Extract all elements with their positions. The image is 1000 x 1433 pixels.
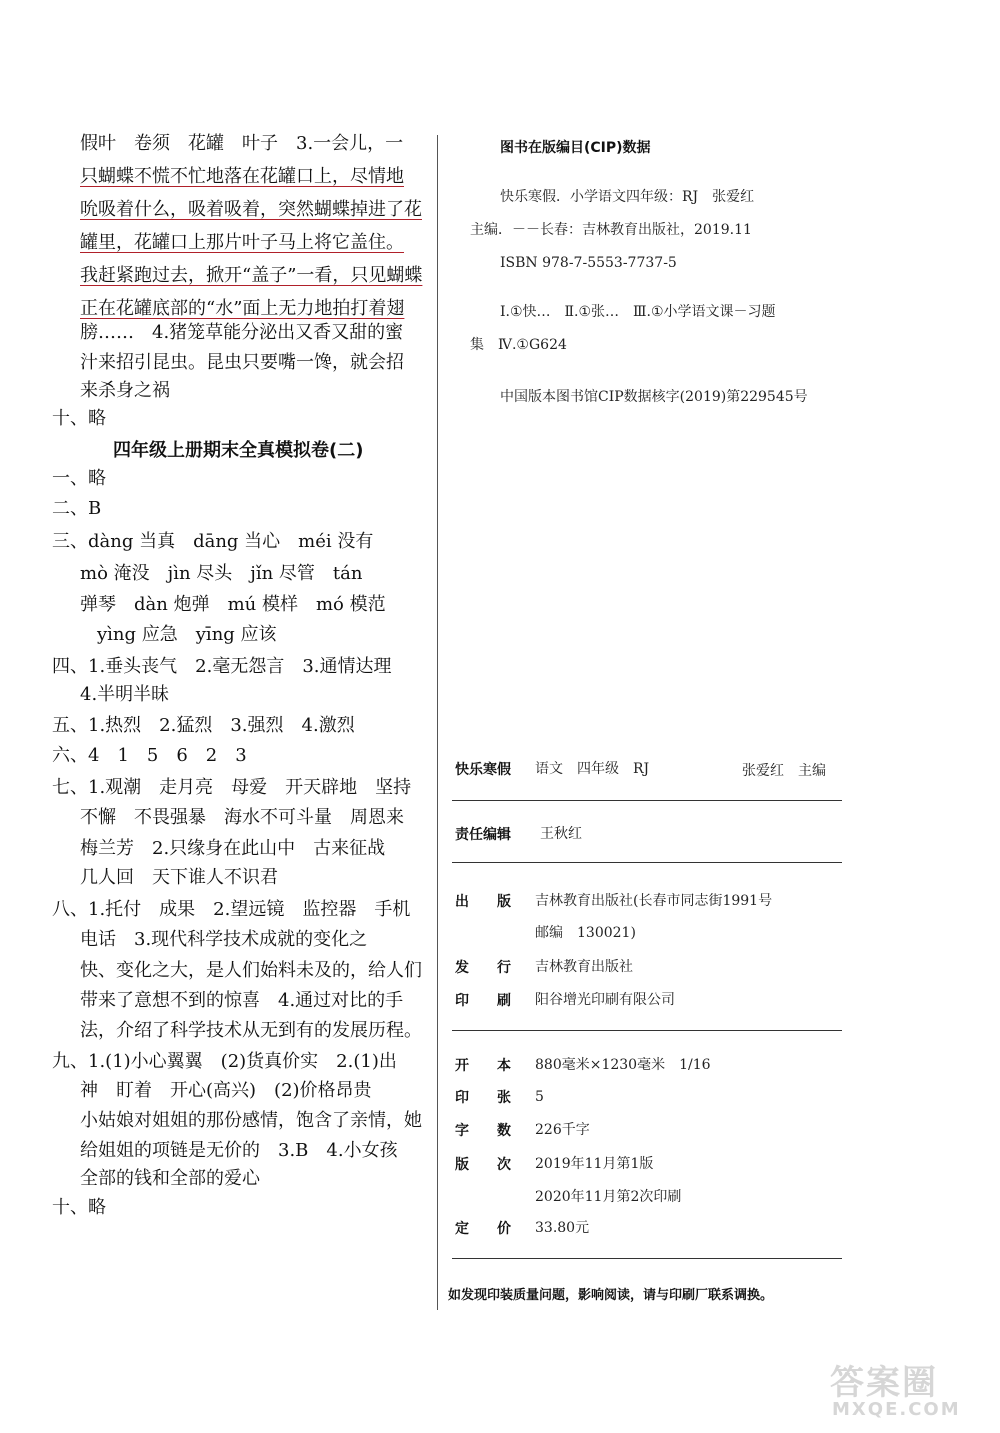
- edition-value-2: 2020年11月第2次印刷: [535, 1189, 682, 1205]
- question-9-line: 神 盯着 开心(高兴) (2)价格昂贵: [80, 1080, 372, 1101]
- format-label: 开 本: [455, 1058, 511, 1074]
- print-value: 阳谷增光印刷有限公司: [535, 992, 675, 1008]
- words-label: 字 数: [455, 1123, 511, 1139]
- cip-number: 中国版本图书馆CIP数据核字(2019)第229545号: [500, 389, 808, 405]
- answer-line: 假叶 卷须 花罐 叶子 3.一会儿，一: [80, 133, 404, 154]
- divider-line: [452, 1258, 842, 1259]
- publish-value-2: 邮编 130021): [535, 925, 636, 941]
- edition-value: 2019年11月第1版: [535, 1156, 654, 1172]
- question-8-line: 快、变化之大，是人们始料未及的，给人们: [80, 960, 422, 981]
- divider-line: [452, 862, 842, 863]
- question-5: 五、1.热烈 2.猛烈 3.强烈 4.激烈: [52, 715, 355, 736]
- watermark: [820, 1355, 990, 1425]
- book-subject: 语文 四年级 RJ: [535, 761, 650, 777]
- question-4-line: 4.半明半昧: [80, 684, 170, 705]
- question-3-line: 弹琴 dàn 炮弹 mú 模样 mó 模范: [80, 594, 386, 615]
- price-label: 定 价: [455, 1221, 511, 1237]
- question-8-line: 带来了意想不到的惊喜 4.通过对比的手: [80, 990, 404, 1011]
- quality-notice: 如发现印装质量问题，影响阅读，请与印刷厂联系调换。: [448, 1288, 774, 1303]
- cip-class-line: 集 Ⅳ.①G624: [470, 337, 567, 353]
- publish-label: 出 版: [455, 894, 511, 910]
- answer-line: 来杀身之祸: [80, 380, 170, 401]
- question-6: 六、4 1 5 6 2 3: [52, 745, 247, 766]
- divider-line: [452, 1030, 842, 1031]
- sheets-value: 5: [535, 1089, 544, 1105]
- question-9-line: 小姑娘对姐姐的那份感情，饱含了亲情，她: [80, 1110, 422, 1131]
- question-8-line: 电话 3.现代科学技术成就的变化之: [80, 929, 368, 950]
- question-3-line: yìng 应急 yīng 应该: [97, 624, 277, 645]
- edition-label: 版 次: [455, 1157, 511, 1173]
- watermark-title: 答案圈: [830, 1363, 938, 1403]
- answer-line: 膀…… 4.猪笼草能分泌出又香又甜的蜜: [80, 322, 404, 343]
- responsible-editor-label: 责任编辑: [455, 827, 511, 843]
- cip-title: 图书在版编目(CIP)数据: [500, 140, 651, 156]
- question-8-line: 法，介绍了科学技术从无到有的发展历程。: [80, 1020, 422, 1041]
- question-10: 十、略: [52, 408, 106, 429]
- section-title: 四年级上册期末全真模拟卷(二): [113, 440, 364, 461]
- answer-line: 正在花罐底部的“水”面上无力地拍打着翅: [80, 298, 405, 319]
- question-7-line: 梅兰芳 2.只缘身在此山中 古来征战: [80, 838, 386, 859]
- sheets-label: 印 张: [455, 1090, 511, 1106]
- question-9-line: 全部的钱和全部的爱心: [80, 1168, 260, 1189]
- question-7-line: 七、1.观潮 走月亮 母爱 开天辟地 坚持: [52, 777, 412, 798]
- question-3-line: 三、dàng 当真 dāng 当心 méi 没有: [52, 531, 374, 552]
- cip-line: ISBN 978-7-5553-7737-5: [500, 255, 677, 271]
- distribute-label: 发 行: [455, 960, 511, 976]
- answer-line: 我赶紧跑过去，掀开“盖子”一看，只见蝴蝶: [80, 265, 423, 286]
- question-8-line: 八、1.托付 成果 2.望远镜 监控器 手机: [52, 899, 411, 920]
- question-9-line: 九、1.(1)小心翼翼 (2)货真价实 2.(1)出: [52, 1051, 397, 1072]
- responsible-editor: 王秋红: [540, 826, 582, 842]
- format-value: 880毫米×1230毫米 1/16: [535, 1057, 711, 1073]
- cip-line: 主编．－－长春：吉林教育出版社，2019.11: [470, 222, 752, 238]
- question-9-line: 给姐姐的项链是无价的 3.B 4.小女孩: [80, 1140, 398, 1161]
- words-value: 226千字: [535, 1122, 590, 1138]
- watermark-url: MXQE.COM: [832, 1399, 961, 1420]
- question-10: 十、略: [52, 1197, 106, 1218]
- question-7-line: 不懈 不畏强暴 海水不可斗量 周恩来: [80, 807, 404, 828]
- answer-line: 吮吸着什么，吸着吸着，突然蝴蝶掉进了花: [80, 199, 422, 220]
- distribute-value: 吉林教育出版社: [535, 959, 633, 975]
- print-label: 印 刷: [455, 993, 511, 1009]
- book-editor-in-chief: 张爱红 主编: [742, 763, 826, 779]
- question-7-line: 几人回 天下谁人不识君: [80, 867, 278, 888]
- publish-value: 吉林教育出版社(长春市同志街1991号: [535, 893, 773, 909]
- price-value: 33.80元: [535, 1220, 590, 1236]
- question-1: 一、略: [52, 468, 106, 489]
- question-2: 二、B: [52, 498, 102, 519]
- book-series: 快乐寒假: [455, 762, 511, 778]
- column-divider: [437, 135, 438, 1310]
- question-3-line: mò 淹没 jìn 尽头 jǐn 尽管 tán: [80, 563, 363, 584]
- cip-class-line: Ⅰ.①快… Ⅱ.①张… Ⅲ.①小学语文课－习题: [500, 304, 776, 320]
- question-4-line: 四、1.垂头丧气 2.毫无怨言 3.通情达理: [52, 656, 392, 677]
- divider-line: [452, 800, 842, 801]
- answer-line: 汁来招引昆虫。昆虫只要嘴一馋，就会招: [80, 352, 404, 373]
- answer-line: 罐里，花罐口上那片叶子马上将它盖住。: [80, 232, 404, 253]
- answer-line: 只蝴蝶不慌不忙地落在花罐口上，尽情地: [80, 166, 404, 187]
- cip-line: 快乐寒假．小学语文四年级：RJ 张爱红: [500, 189, 755, 205]
